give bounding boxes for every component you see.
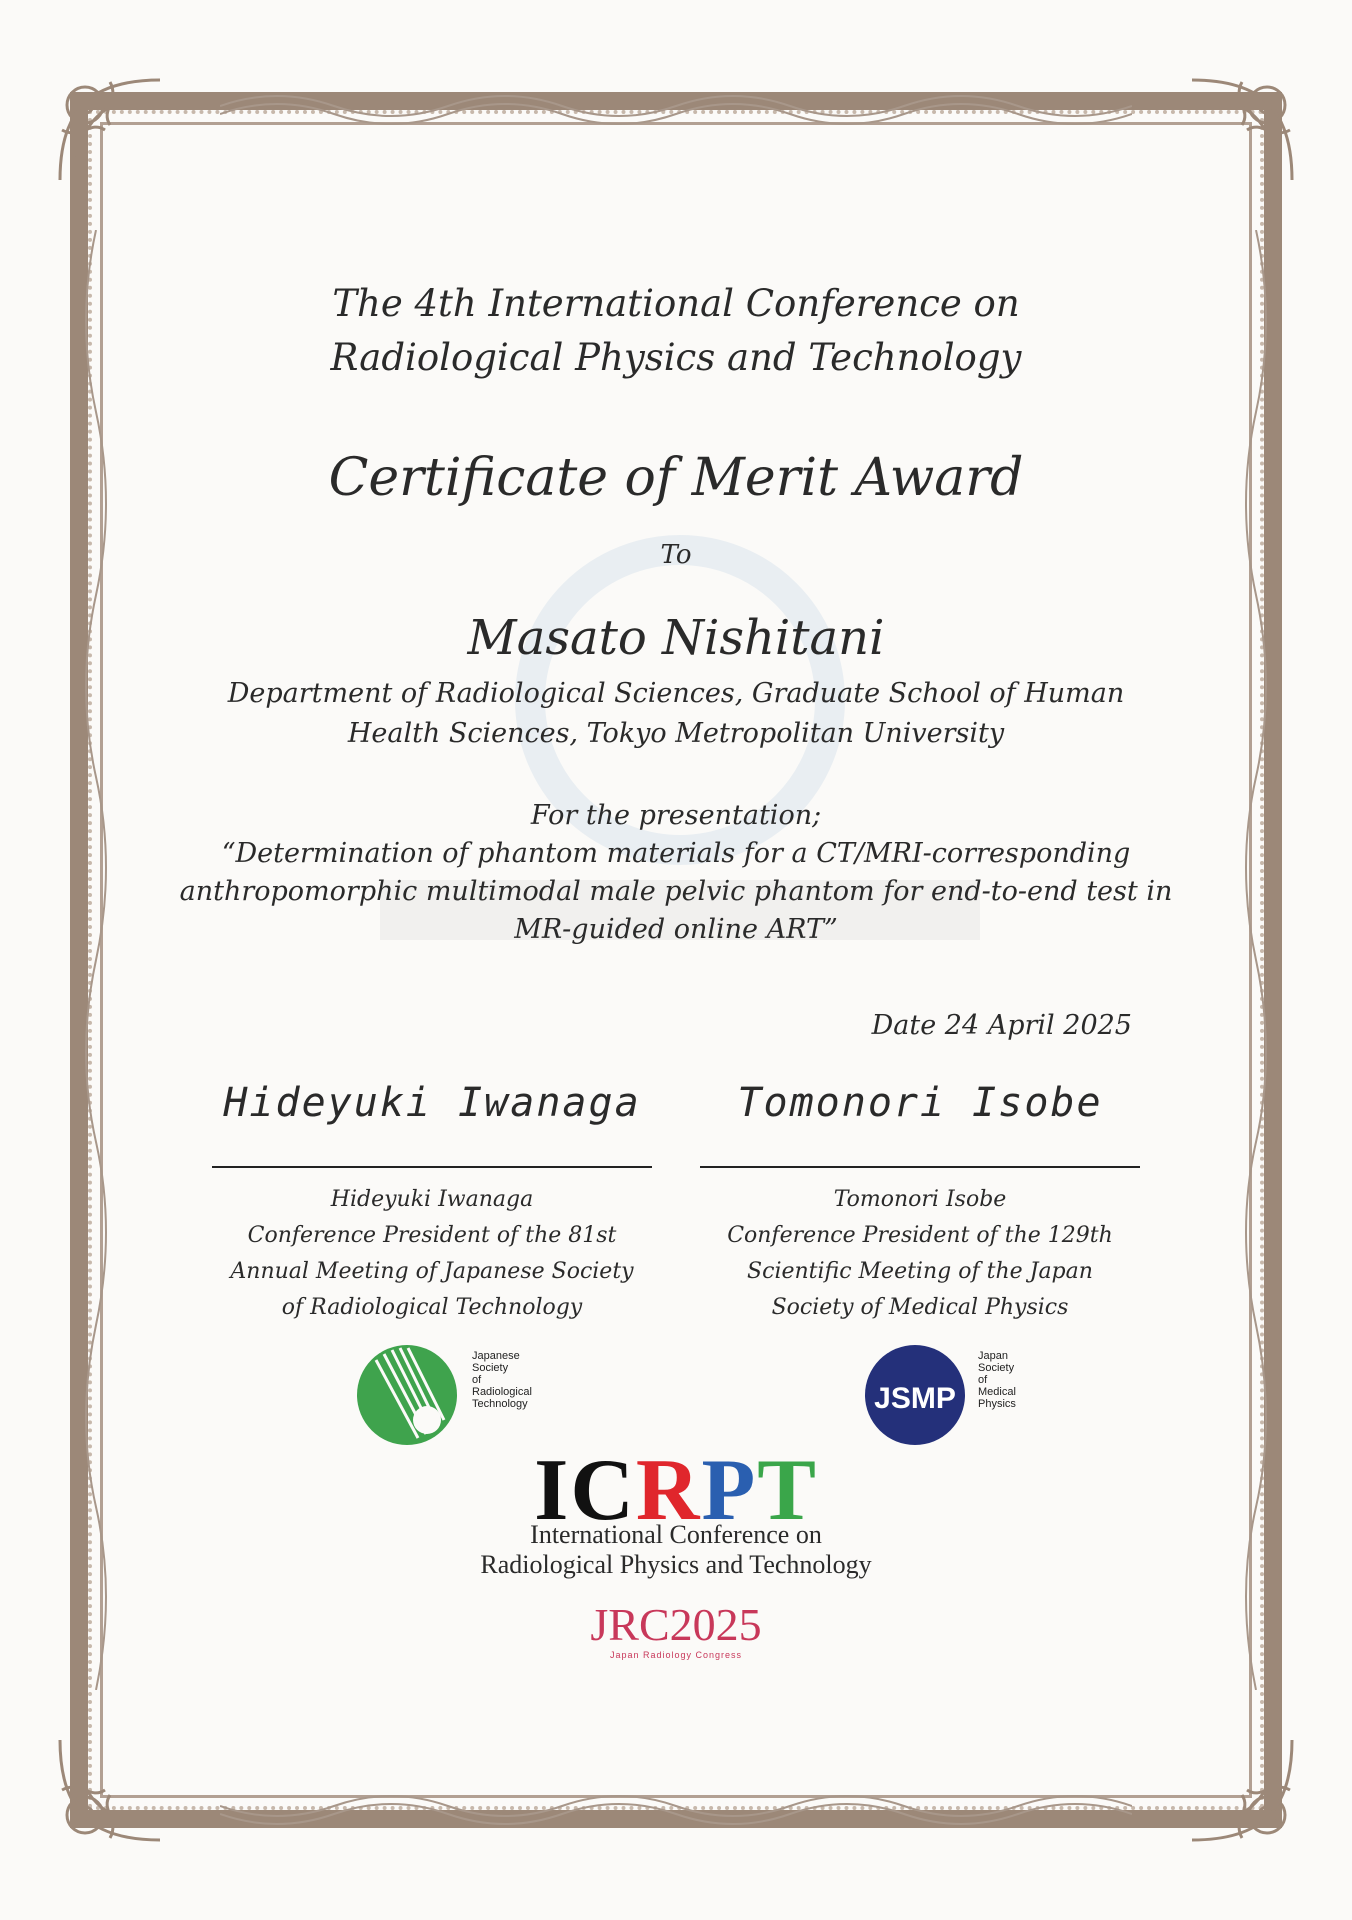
jsmp-label-line: Japan: [978, 1350, 1008, 1362]
signatory-right-name: Tomonori Isobe: [833, 1187, 1007, 1212]
jsrt-label-line: Radiological: [472, 1386, 532, 1398]
jsmp-logo-mark: [860, 1340, 970, 1450]
edge-ornament-top: [220, 86, 1132, 126]
conference-title-line2: Radiological Physics and Technology: [330, 336, 1022, 379]
signatory-right-block: [700, 1182, 1140, 1326]
jsmp-label-line: of: [978, 1374, 988, 1386]
signatory-right-role3: Society of Medical Physics: [771, 1295, 1069, 1320]
signatory-left-name: Hideyuki Iwanaga: [330, 1187, 534, 1212]
signature-right: Tomonori Isobe: [737, 1080, 1103, 1126]
jsmp-label-line: Physics: [978, 1398, 1016, 1410]
jsrt-label-line: Technology: [472, 1398, 528, 1410]
signatory-left-block: [212, 1182, 652, 1326]
signatory-right-role1: Conference President of the 129th: [727, 1223, 1113, 1248]
jsmp-logo-label: [978, 1350, 1016, 1410]
icrpt-letter: R: [635, 1442, 702, 1539]
corner-ornament-top-left: [50, 70, 170, 190]
icrpt-subtitle-line1: International Conference on: [530, 1520, 822, 1549]
signatory-left-role2: Annual Meeting of Japanese Society: [230, 1259, 634, 1284]
corner-ornament-bottom-right: [1182, 1730, 1302, 1850]
jsrt-label-line: Japanese: [472, 1350, 520, 1362]
signature-line-left: [212, 1166, 652, 1168]
conference-title-line1: The 4th International Conference on: [332, 282, 1020, 325]
award-date: Date 24 April 2025: [871, 1010, 1132, 1041]
signature-line-right: [700, 1166, 1140, 1168]
icrpt-letter: P: [701, 1442, 758, 1539]
jrc2025-logo: JRC2025: [590, 1599, 762, 1650]
signatory-left-role3: of Radiological Technology: [281, 1295, 583, 1320]
jsrt-logo-label: [472, 1350, 532, 1410]
icrpt-subtitle-line2: Radiological Physics and Technology: [480, 1550, 872, 1579]
signatory-left-role1: Conference President of the 81st: [247, 1223, 617, 1248]
presentation-title-line3: MR-guided online ART”: [514, 914, 838, 945]
affiliation-line2: Health Sciences, Tokyo Metropolitan University: [347, 718, 1005, 749]
jsrt-label-line: of: [472, 1374, 482, 1386]
to-label: To: [660, 540, 692, 570]
corner-ornament-bottom-left: [50, 1730, 170, 1850]
icrpt-letter: T: [757, 1442, 818, 1539]
presentation-title-line2: anthropomorphic multimodal male pelvic phantom for end-to-end test in: [179, 876, 1173, 907]
jsmp-logo-text: JSMP: [874, 1382, 956, 1415]
award-title: Certificate of Merit Award: [328, 448, 1024, 508]
signatory-right-role2: Scientific Meeting of the Japan: [747, 1259, 1093, 1284]
jsrt-label-line: Society: [472, 1362, 509, 1374]
recipient-name: Masato Nishitani: [467, 610, 885, 666]
jsmp-label-line: Medical: [978, 1386, 1016, 1398]
icrpt-letter: C: [570, 1442, 636, 1539]
presentation-intro: For the presentation;: [530, 800, 822, 831]
signature-left: Hideyuki Iwanaga: [223, 1080, 641, 1126]
corner-ornament-top-right: [1182, 70, 1302, 190]
jsrt-logo-mark: [352, 1340, 462, 1450]
presentation-title-line1: “Determination of phantom materials for a CT/MRI-corresponding: [221, 838, 1131, 869]
jsmp-label-line: Society: [978, 1362, 1015, 1374]
affiliation-line1: Department of Radiological Sciences, Graduate School of Human: [227, 678, 1125, 709]
icrpt-letter: I: [534, 1442, 571, 1539]
jrc2025-subtitle: Japan Radiology Congress: [609, 1650, 743, 1660]
edge-ornament-bottom: [220, 1794, 1132, 1834]
